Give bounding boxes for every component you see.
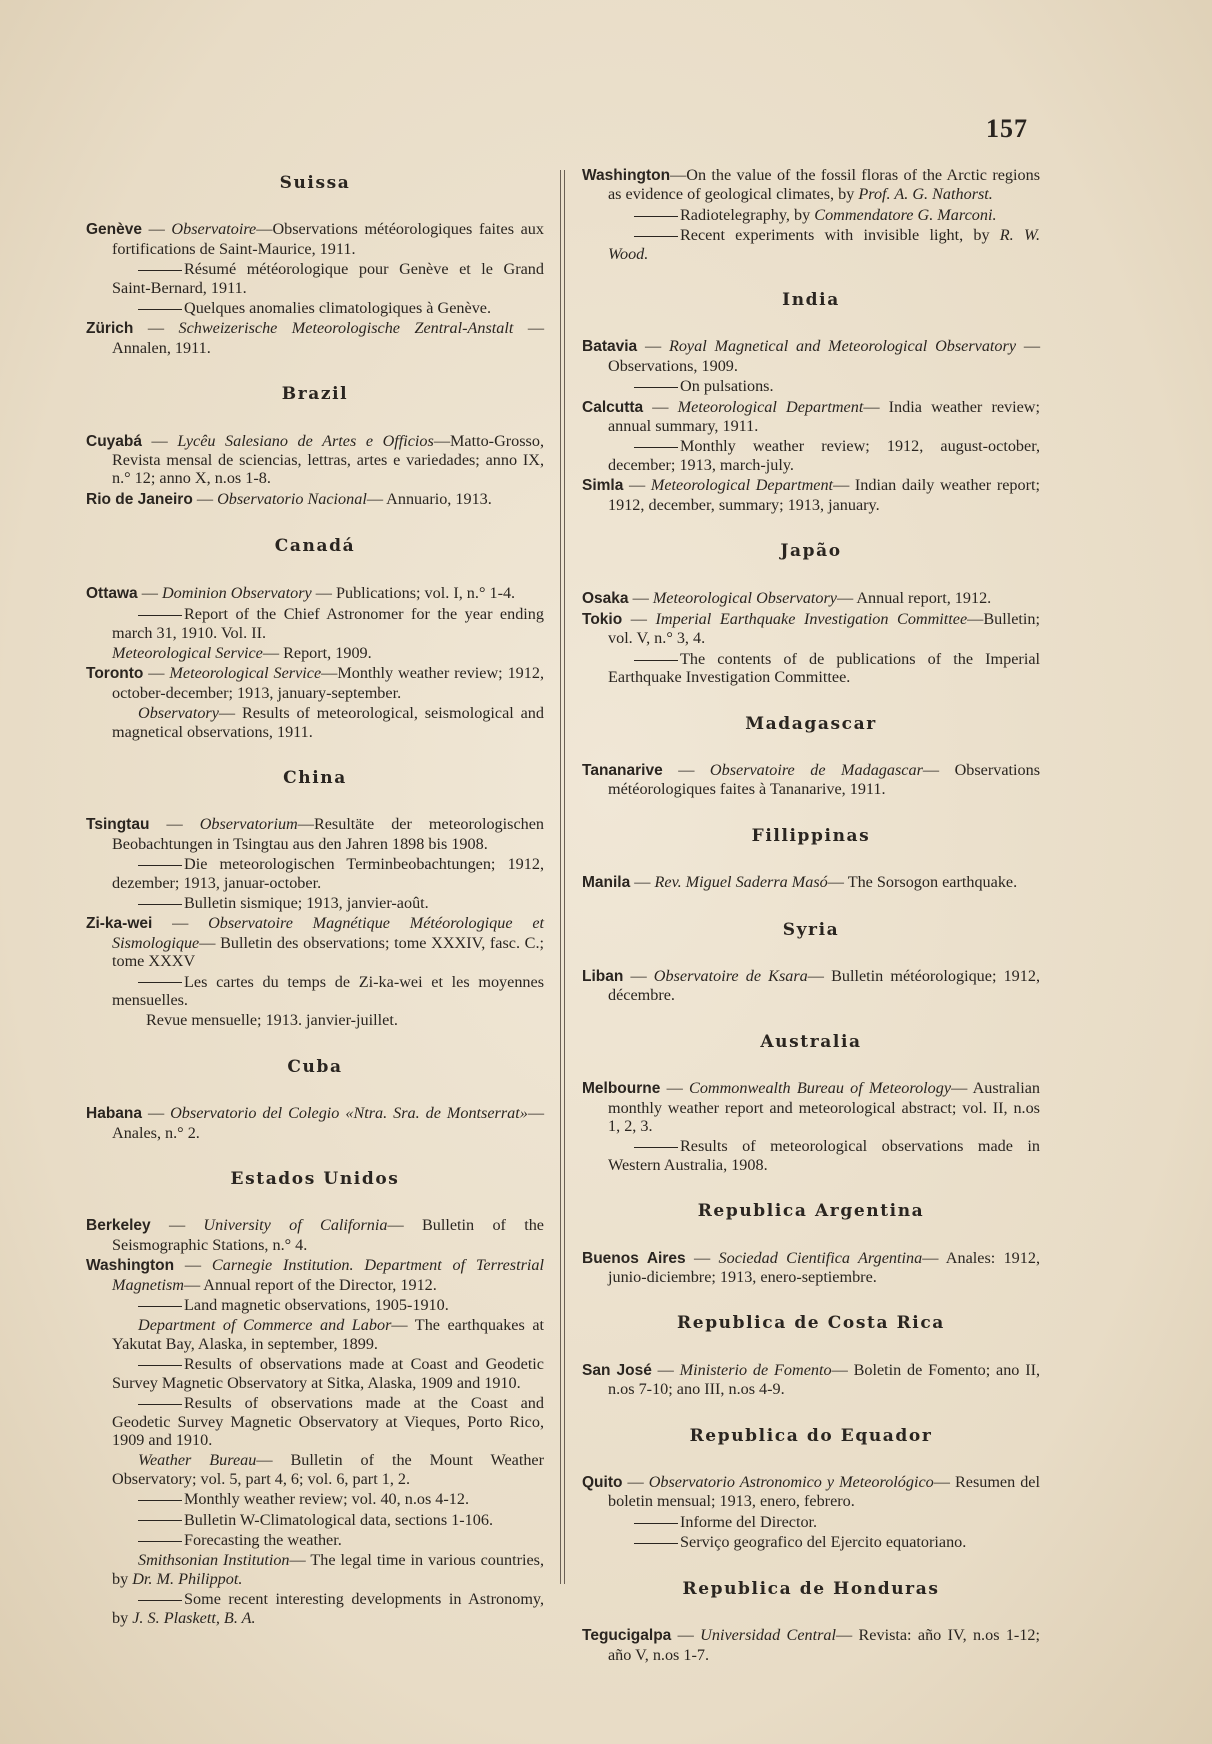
- place-name: Berkeley: [86, 1217, 151, 1235]
- institution-name: Department of Commerce and Labor: [138, 1316, 392, 1335]
- entry-tsingtau-sub: [86, 894, 544, 912]
- entry-text: Bulletin sismique; 1913, janvier-août.: [184, 893, 429, 912]
- entry-text: Report of the Chief Astronomer for the year ending march 31, 1910. Vol. II.: [112, 605, 544, 642]
- section-title-brazil: Brazil: [281, 384, 349, 405]
- place-name: Simla: [582, 477, 624, 495]
- entry-text: Results of observations made at the Coast and Geodetic Survey Magnetic Observatory at Vieques, Porto Rico, 1909 and 1910.: [112, 1394, 544, 1449]
- entry-geneve-sub: [86, 299, 544, 317]
- entry-text: Results of observations made at Coast and Geodetic Survey Magnetic Observatory at Sitka, Alaska, 1909 and 1910.: [112, 1355, 544, 1392]
- entry-ottawa-sub: [86, 605, 544, 642]
- entry-text: — Bulletin météorologique; 1912, décembre.: [608, 966, 1041, 1005]
- entry-osaka: Osaka — Meteorological Observatory— Annual report, 1912.: [582, 588, 992, 607]
- institution-name: Rev. Miguel Saderra Masó: [654, 873, 828, 892]
- section-title-china: China: [283, 767, 347, 788]
- entry-melbourne-sub: [582, 1137, 1040, 1174]
- place-name: Ottawa: [86, 584, 138, 602]
- institution-name: Commonwealth Bureau of Meteorology: [689, 1079, 952, 1098]
- ditto-rule: [138, 904, 182, 905]
- entry-text: Informe del Director.: [680, 1512, 818, 1531]
- entry-text: — Annual report, 1912.: [837, 588, 992, 607]
- entry-tokio-sub: [582, 650, 1040, 687]
- entry-text: Revue mensuelle; 1913. janvier-juillet.: [146, 1011, 398, 1030]
- entry-zurich: Zürich — Schweizerische Meteorologische Zentral-Anstalt — Annalen, 1911.: [86, 319, 545, 357]
- place-name: San José: [582, 1361, 652, 1379]
- entry-washington-sub: [86, 1316, 544, 1353]
- entry-text: Bulletin W-Climatological data, sections 1-106.: [184, 1510, 494, 1529]
- institution-name: Meteorological Department: [677, 397, 864, 416]
- place-name: Habana: [86, 1105, 142, 1123]
- place-name: Batavia: [582, 338, 638, 356]
- page-number: 157: [986, 114, 1028, 143]
- entry-text: —Monthly weather review; 1912, october-december; 1913, january-september.: [112, 664, 545, 702]
- institution-name: Observatory: [138, 704, 219, 723]
- institution-name: Sociedad Cientifica Argentina: [718, 1248, 923, 1267]
- entry-washington-sub: [86, 1394, 544, 1449]
- ditto-rule: [138, 1520, 182, 1521]
- author-name: Commendatore G. Marconi.: [814, 205, 997, 224]
- entry-text: Some recent interesting developments in Astronomy, by: [112, 1590, 544, 1627]
- section-title-filipinas: Fillippinas: [751, 825, 871, 846]
- institution-name: Meteorological Service: [169, 664, 322, 683]
- entry-text: — Annuario, 1913.: [366, 489, 492, 508]
- section-title-costa-rica: Republica de Costa Rica: [677, 1313, 945, 1334]
- entry-tsingtau-sub: [86, 855, 544, 892]
- entry-washington-cont-sub: [582, 206, 1040, 224]
- ditto-rule: [138, 309, 182, 310]
- place-name: Cuyabá: [86, 432, 142, 450]
- entry-text: — Results of meteorological, seismological and magnetical observations, 1911.: [112, 704, 544, 741]
- entry-text: — Publications; vol. I, n.° 1-4.: [315, 583, 516, 602]
- place-name: Calcutta: [582, 398, 644, 416]
- entry-ottawa-sub: [86, 644, 544, 662]
- entry-text: — Indian daily weather report; 1912, december, summary; 1913, january.: [608, 476, 1040, 514]
- section-title-equador: Republica do Equador: [689, 1425, 933, 1446]
- ditto-rule: [634, 1543, 678, 1544]
- institution-name: Smithsonian Institution: [138, 1551, 290, 1570]
- institution-name: Observatoire de Madagascar: [709, 760, 923, 779]
- entry-geneve-sub: [86, 260, 544, 297]
- entry-toronto-sub: [86, 704, 544, 741]
- entry-tegucigalpa: Tegucigalpa — Universidad Central— Revista: año IV, n.os 1-12; año V, n.os 1-7.: [582, 1626, 1040, 1664]
- institution-name: Universidad Central: [700, 1626, 836, 1645]
- institution-name: Weather Bureau: [138, 1451, 257, 1470]
- section-title-madagascar: Madagascar: [745, 713, 877, 734]
- section-title-india: India: [782, 290, 840, 311]
- institution-name: Carnegie Institution. Department of Terrestrial Magnetism: [112, 1256, 544, 1294]
- entry-text: Results of meteorological observations made in Western Australia, 1908.: [608, 1137, 1040, 1174]
- entry-toronto: Toronto — Meteorological Service—Monthly weather review; 1912, october-december; 1913, january-september.: [86, 664, 545, 702]
- entry-ottawa: Ottawa — Dominion Observatory — Publications; vol. I, n.° 1-4.: [86, 583, 516, 602]
- ditto-rule: [138, 1306, 182, 1307]
- entry-text: Monthly weather review; 1912, august-october, december; 1913, march-july.: [608, 437, 1040, 474]
- institution-name: Observatoire de Ksara: [653, 966, 808, 985]
- ditto-rule: [634, 387, 678, 388]
- institution-name: Royal Magnetical and Meteorological Observatory: [668, 337, 1017, 356]
- entry-washington: Washington — Carnegie Institution. Department of Terrestrial Magnetism— Annual report of the Director, 1912.: [86, 1256, 544, 1294]
- section-title-canada: Canadá: [274, 536, 356, 557]
- right-column: [582, 166, 1040, 1666]
- entry-washington-sub: [86, 1551, 544, 1588]
- place-name: Melbourne: [582, 1080, 661, 1098]
- section-title-cuba: Cuba: [287, 1056, 343, 1077]
- entry-quito-sub: [582, 1513, 1040, 1531]
- place-name: Buenos Aires: [582, 1249, 686, 1267]
- entry-text: Monthly weather review; vol. 40, n.os 4-12.: [184, 1490, 470, 1509]
- section-title-australia: Australia: [760, 1031, 862, 1052]
- entry-washington-sub: [86, 1355, 544, 1392]
- place-name: Liban: [582, 967, 624, 985]
- entry-san-jose: San José — Ministerio de Fomento— Boletin de Fomento; ano II, n.os 7-10; ano III, n.os 4-9.: [582, 1360, 1041, 1399]
- entry-berkeley: Berkeley — University of California— Bulletin of the Seismographic Stations, n.° 4.: [86, 1216, 544, 1254]
- entry-batavia-sub: [582, 377, 1040, 395]
- ditto-rule: [634, 236, 678, 237]
- entry-text: —Bulletin; vol. V, n.° 3, 4.: [608, 609, 1041, 648]
- entry-washington-sub: [86, 1590, 544, 1627]
- place-name: Rio de Janeiro: [86, 490, 193, 508]
- entry-text: Résumé météorologique pour Genève et le Grand Saint-Bernard, 1911.: [112, 260, 544, 297]
- author-name: J. S. Plaskett, B. A.: [132, 1608, 256, 1627]
- ditto-rule: [634, 1523, 678, 1524]
- entry-quito: Quito — Observatorio Astronomico y Meteorológico— Resumen del boletin mensual; 1913, enero, febrero.: [582, 1473, 1040, 1511]
- entry-text: Quelques anomalies climatologiques à Genève.: [184, 299, 492, 318]
- place-name: Washington: [86, 1257, 175, 1275]
- section-title-estados-unidos: Estados Unidos: [230, 1169, 400, 1190]
- entry-geneve: Genève — Observatoire—Observations météorologiques faites aux fortifications de Saint-Maurice, 1911.: [86, 220, 544, 258]
- entry-zikawei-sub: [86, 973, 544, 1010]
- author-name: Prof. A. G. Nathorst.: [858, 185, 993, 204]
- institution-name: Observatorium: [199, 815, 298, 834]
- entry-washington-cont-sub: [582, 226, 1040, 263]
- institution-name: Observatorio Astronomico y Meteorológico: [648, 1473, 934, 1492]
- entry-text: Land magnetic observations, 1905-1910.: [184, 1296, 449, 1315]
- entry-text: — Australian monthly weather report and meteorological abstract; vol. II, n.os 1, 2, 3.: [608, 1079, 1041, 1135]
- entry-text: — Annalen, 1911.: [112, 319, 545, 357]
- entry-text: — Annual report of the Director, 1912.: [183, 1275, 437, 1294]
- entry-washington-sub: [86, 1490, 544, 1508]
- entry-text: Radiotelegraphy, by: [680, 205, 815, 224]
- place-name: Zürich: [86, 320, 134, 338]
- entry-text: — Anales, n.° 2.: [112, 1104, 544, 1142]
- ditto-rule: [138, 1365, 182, 1366]
- entry-washington-sub: [86, 1296, 544, 1314]
- ditto-rule: [634, 660, 678, 661]
- entry-text: On pulsations.: [680, 377, 774, 396]
- institution-name: Dominion Observatory: [161, 583, 312, 602]
- ditto-rule: [138, 1404, 182, 1405]
- entry-melbourne: Melbourne — Commonwealth Bureau of Meteorology— Australian monthly weather report and meteorological abstract; vol. II, n.os 1, 2, 3.: [582, 1079, 1041, 1135]
- entry-washington-sub: [86, 1511, 544, 1529]
- entry-washington-sub: [86, 1451, 544, 1488]
- section-title-suissa: Suissa: [279, 173, 351, 193]
- entry-cuyaba: Cuyabá — Lycêu Salesiano de Artes e Officios—Matto-Grosso, Revista mensal de sciencias, lettras, artes e variedades; anno IX, n.° 12; anno X, n.os 1-8.: [86, 431, 544, 488]
- section-title-japao: Japão: [780, 541, 842, 562]
- entry-text: — Bulletin des observations; tome XXXIV, fasc. C.; tome XXXV: [112, 933, 544, 971]
- entry-liban: Liban — Observatoire de Ksara— Bulletin météorologique; 1912, décembre.: [582, 966, 1041, 1005]
- entry-tsingtau: Tsingtau — Observatorium—Resultäte der meteorologischen Beobachtungen in Tsingtau aus den Jahren 1898 bis 1908.: [86, 815, 545, 853]
- entry-text: — Observations météorologiques faites à Tananarive, 1911.: [608, 760, 1040, 799]
- institution-name: Meteorological Observatory: [652, 588, 837, 607]
- entry-text: Die meteorologischen Terminbeobachtungen; 1912, dezember; 1913, januar-october.: [112, 855, 544, 892]
- entry-text: — The legal time in various countries, by: [112, 1551, 544, 1588]
- entry-tananarive: Tananarive — Observatoire de Madagascar— Observations météorologiques faites à Tananarive, 1911.: [582, 760, 1040, 799]
- entry-text: — Anales: 1912, junio-diciembre; 1913, enero-septiembre.: [608, 1248, 1041, 1287]
- ditto-rule: [138, 1600, 182, 1601]
- ditto-rule: [634, 216, 678, 217]
- institution-name: Observatoire: [171, 220, 257, 239]
- entry-text: — Revista: año IV, n.os 1-12; año V, n.os 1-7.: [608, 1626, 1040, 1664]
- place-name: Tananarive: [582, 761, 663, 779]
- entry-text: — Report, 1909.: [262, 643, 372, 662]
- entry-text: The contents of de publications of the Imperial Earthquake Investigation Committee.: [608, 649, 1040, 687]
- entry-calcutta: Calcutta — Meteorological Department— India weather review; annual summary, 1911.: [582, 397, 1040, 436]
- ditto-rule: [634, 447, 678, 448]
- ditto-rule: [138, 615, 182, 616]
- entry-text: Serviço geografico del Ejercito equatoriano.: [680, 1533, 967, 1552]
- institution-name: Observatorio del Colegio «Ntra. Sra. de Montserrat»: [170, 1104, 528, 1123]
- place-name: Quito: [582, 1474, 623, 1492]
- entry-text: — The Sorsogon earthquake.: [827, 873, 1018, 892]
- institution-name: Imperial Earthquake Investigation Committee: [655, 609, 968, 628]
- ditto-rule: [138, 865, 182, 866]
- entry-text: — Resumen del boletin mensual; 1913, enero, febrero.: [608, 1473, 1040, 1511]
- place-name: Zi-ka-wei: [86, 915, 153, 933]
- ditto-rule: [138, 1541, 182, 1542]
- entry-text: — The earthquakes at Yakutat Bay, Alaska, in september, 1899.: [112, 1316, 544, 1353]
- entry-calcutta-sub: [582, 437, 1040, 474]
- ditto-rule: [634, 1147, 678, 1148]
- ditto-rule: [138, 1500, 182, 1501]
- entry-rio: Rio de Janeiro — Observatorio Nacional— Annuario, 1913.: [86, 489, 492, 508]
- entry-text: —Resultäte der meteorologischen Beobachtungen in Tsingtau aus den Jahren 1898 bis 1908.: [112, 815, 545, 853]
- institution-name: University of California: [203, 1216, 388, 1235]
- institution-name: Lycêu Salesiano de Artes e Officios: [177, 431, 434, 450]
- entry-washington-sub: [86, 1531, 544, 1549]
- entry-manila: Manila — Rev. Miguel Saderra Masó— The Sorsogon earthquake.: [582, 873, 1018, 892]
- entry-text: Forecasting the weather.: [184, 1530, 342, 1549]
- entry-buenos-aires: Buenos Aires — Sociedad Cientifica Argentina— Anales: 1912, junio-diciembre; 1913, enero-septiembre.: [582, 1248, 1041, 1287]
- entry-simla: Simla — Meteorological Department— Indian daily weather report; 1912, december, summary; 1913, january.: [582, 476, 1040, 514]
- ditto-rule: [138, 982, 182, 983]
- entry-text: — Observations, 1909.: [608, 337, 1040, 375]
- entry-text: —On the value of the fossil floras of the Arctic regions as evidence of geological climates, by: [608, 166, 1040, 204]
- entry-zikawei-sub: [86, 1011, 544, 1029]
- entry-text: —Matto-Grosso, Revista mensal de sciencias, lettras, artes e variedades; anno IX, n.° 12; anno X, n.os 1-8.: [112, 431, 544, 488]
- place-name: Washington: [582, 167, 671, 184]
- author-name: Dr. M. Philippot.: [132, 1569, 243, 1588]
- author-name: R. W. Wood.: [608, 226, 1040, 263]
- section-title-syria: Syria: [782, 919, 840, 940]
- entry-text: — Bulletin of the Seismographic Stations, n.° 4.: [112, 1216, 544, 1254]
- section-title-honduras: Republica de Honduras: [682, 1578, 940, 1599]
- place-name: Toronto: [86, 665, 144, 683]
- entry-text: —Observations météorologiques faites aux fortifications de Saint-Maurice, 1911.: [112, 220, 544, 258]
- ditto-rule: [138, 270, 182, 271]
- institution-name: Ministerio de Fomento: [679, 1360, 832, 1379]
- entry-text: — Boletin de Fomento; ano II, n.os 7-10; ano III, n.os 4-9.: [608, 1360, 1041, 1399]
- entry-batavia: Batavia — Royal Magnetical and Meteorological Observatory — Observations, 1909.: [582, 337, 1040, 375]
- institution-name: Meteorological Department: [650, 476, 834, 495]
- entry-text: — India weather review; annual summary, 1911.: [608, 397, 1040, 436]
- place-name: Osaka: [582, 589, 629, 607]
- entry-washington-cont: [582, 166, 1040, 204]
- entry-text: Recent experiments with invisible light, by: [680, 226, 1000, 245]
- institution-name: Observatorio Nacional: [217, 489, 367, 508]
- place-name: Genève: [86, 221, 143, 239]
- place-name: Manila: [582, 874, 631, 892]
- place-name: Tsingtau: [86, 816, 150, 834]
- place-name: Tegucigalpa: [582, 1627, 672, 1645]
- place-name: Tokio: [582, 610, 623, 628]
- entry-text: Les cartes du temps de Zi-ka-wei et les moyennes mensuelles.: [112, 972, 544, 1009]
- entry-tokio: Tokio — Imperial Earthquake Investigation Committee—Bulletin; vol. V, n.° 3, 4.: [582, 609, 1041, 648]
- column-divider: [560, 170, 565, 1584]
- entry-zikawei: Zi-ka-wei — Observatoire Magnétique Météorologique et Sismologique— Bulletin des observations; tome XXXIV, fasc. C.; tome XXXV: [86, 914, 545, 971]
- left-column: [86, 166, 544, 1629]
- institution-name: Schweizerische Meteorologische Zentral-Anstalt: [178, 319, 514, 338]
- section-title-argentina: Republica Argentina: [697, 1201, 925, 1222]
- entry-quito-sub: [582, 1533, 1040, 1551]
- institution-name: Meteorological Service: [112, 643, 263, 662]
- institution-name: Observatoire Magnétique Météorologique et Sismologique: [112, 914, 545, 952]
- entry-habana: Habana — Observatorio del Colegio «Ntra. Sra. de Montserrat»— Anales, n.° 2.: [86, 1104, 544, 1142]
- entry-text: — Bulletin of the Mount Weather Observatory; vol. 5, part 4, 6; vol. 6, part 1, 2.: [112, 1451, 544, 1488]
